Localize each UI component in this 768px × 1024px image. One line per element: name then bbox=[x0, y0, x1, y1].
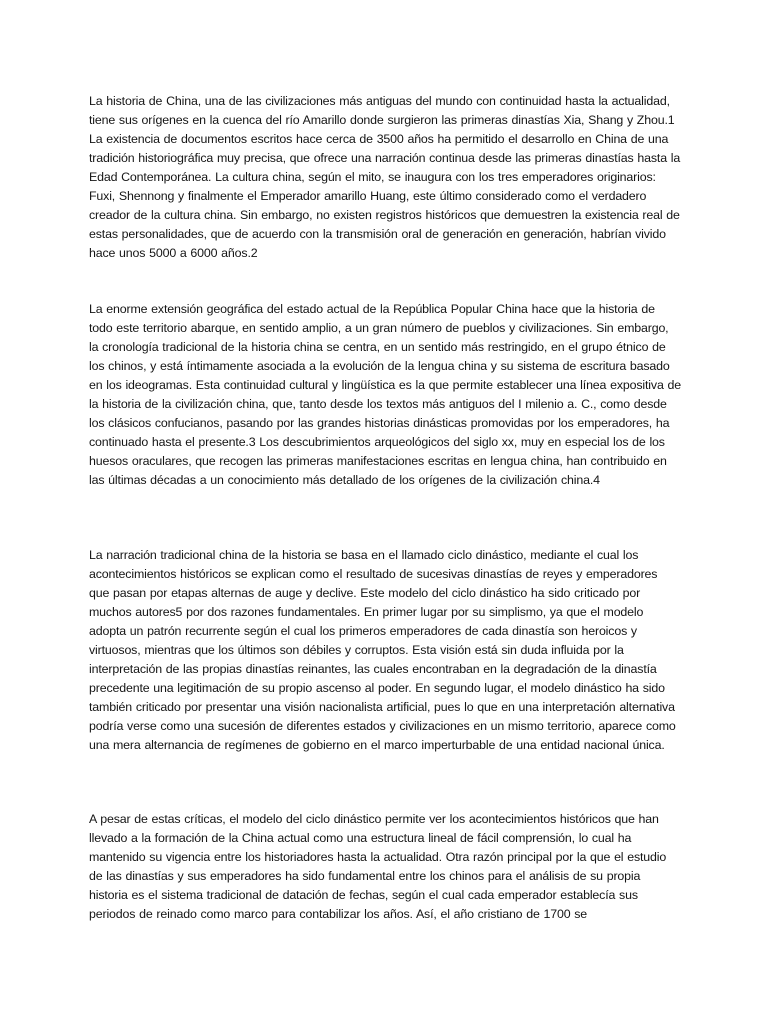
paragraph-1: La historia de China, una de las civilizaciones más antiguas del mundo con continuidad hasta la actualidad, tiene sus orígenes en la cuenca del río Amarillo donde surgieron las primeras dinastías Xia, Shang y Zhou.1 La existencia de documentos escritos hace cerca de 3500 años ha permitido el desarrollo en China de una tradición historiográfica muy precisa, que ofrece una narración continua desde las primeras dinastías hasta la Edad Contemporánea. La cultura china, según el mito, se inaugura con los tres emperadores originarios: Fuxi, Shennong y finalmente el Emperador amarillo Huang, este último considerado como el verdadero creador de la cultura china. Sin embargo, no existen registros históricos que demuestren la existencia real de estas personalidades, que de acuerdo con la transmisión oral de generación en generación, habrían vivido hace unos 5000 a 6000 años.2 bbox=[89, 94, 681, 260]
paragraph-3: La narración tradicional china de la historia se basa en el llamado ciclo dinástico, mediante el cual los acontecimientos históricos se explican como el resultado de sucesivas dinastías de reyes y emperadores que pasan por etapas alternas de auge y declive. Este modelo del ciclo dinástico ha sido criticado por muchos autores5 por dos razones fundamentales. En primer lugar por su simplismo, ya que el modelo adopta un patrón recurrente según el cual los primeros emperadores de cada dinastía son heroicos y virtuosos, mientras que los últimos son débiles y corruptos. Esta visión está sin duda influida por la interpretación de las propias dinastías reinantes, las cuales encontraban en la degradación de la dinastía precedente una legitimación de su propio ascenso al poder. En segundo lugar, el modelo dinástico ha sido también criticado por presentar una visión nacionalista artificial, pues lo que en una interpretación alternativa podría verse como una sucesión de diferentes estados y civilizaciones en un mismo territorio, aparece como una mera alternancia de regímenes de gobierno en el marco imperturbable de una entidad nacional única. bbox=[89, 548, 676, 752]
paragraph-4: A pesar de estas críticas, el modelo del ciclo dinástico permite ver los acontecimientos históricos que han llevado a la formación de la China actual como una estructura lineal de fácil comprensión, lo cual ha mantenido su vigencia entre los historiadores hasta la actualidad. Otra razón principal por la que el estudio de las dinastías y sus emperadores ha sido fundamental entre los chinos para el análisis de su propia historia es el sistema tradicional de datación de fechas, según el cual cada emperador establecía sus periodos de reinado como marco para contabilizar los años. Así, el año cristiano de 1700 se bbox=[89, 812, 667, 921]
paragraph-2: La enorme extensión geográfica del estado actual de la República Popular China hace que la historia de todo este territorio abarque, en sentido amplio, a un gran número de pueblos y civilizaciones. Sin embargo, la cronología tradicional de la historia china se centra, en un sentido más restringido, en el grupo étnico de los chinos, y está íntimamente asociada a la evolución de la lengua china y su sistema de escritura basado en los ideogramas. Esta continuidad cultural y lingüística es la que permite establecer una línea expositiva de la historia de la civilización china, que, tanto desde los textos más antiguos del I milenio a. C., como desde los clásicos confucianos, pasando por las grandes historias dinásticas promovidas por los emperadores, ha continuado hasta el presente.3 Los descubrimientos arqueológicos del siglo xx, muy en especial los de los huesos oraculares, que recogen las primeras manifestaciones escritas en lengua china, han contribuido en las últimas décadas a un conocimiento más detallado de los orígenes de la civilización china.4 bbox=[89, 302, 681, 487]
